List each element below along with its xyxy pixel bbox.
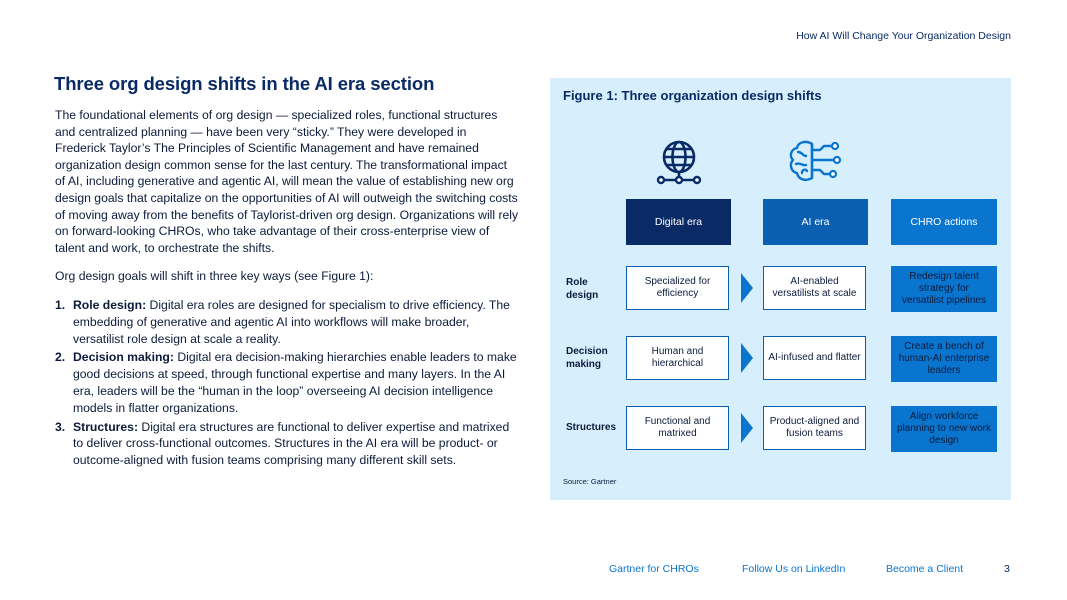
cell-action-role-design: Redesign talent strategy for versatilist pipelines bbox=[891, 266, 997, 312]
list-item: 2. Decision making: Digital era decision-making hierarchies enable leaders to make good decisions at speed, through functional expertise and many layers. In the AI era, leaders will be the “human in the loop” overseeing AI decision intelligence models in flatter organizations. bbox=[55, 350, 517, 415]
row-label-decision-making: Decision making bbox=[566, 346, 608, 370]
column-header-ai-era: AI era bbox=[763, 199, 868, 245]
column-header-digital-era: Digital era bbox=[626, 199, 731, 245]
globe-network-icon bbox=[654, 138, 704, 188]
cell-digital-role-design: Specialized for efficiency bbox=[626, 266, 729, 310]
goals-paragraph: Org design goals will shift in three key ways (see Figure 1): bbox=[55, 269, 374, 284]
cell-action-structures: Align workforce planning to new work design bbox=[891, 406, 997, 452]
page-number: 3 bbox=[1004, 563, 1010, 575]
footer-link-gartner-for-chros[interactable]: Gartner for CHROs bbox=[609, 563, 699, 575]
cell-digital-decision-making: Human and hierarchical bbox=[626, 336, 729, 380]
section-title: Three org design shifts in the AI era section bbox=[54, 73, 435, 94]
footer-link-become-client[interactable]: Become a Client bbox=[886, 563, 964, 575]
list-item: 1. Role design: Digital era roles are designed for specialism to drive efficiency. The embedding of generative and agentic AI into workflows will make broader, versatilist role design at scale a reality. bbox=[55, 297, 510, 346]
cell-ai-structures: Product-aligned and fusion teams bbox=[763, 406, 866, 450]
arrow-icon bbox=[741, 343, 753, 373]
cell-ai-decision-making: AI-infused and flatter bbox=[763, 336, 866, 380]
cell-ai-role-design: AI-enabled versatilists at scale bbox=[763, 266, 866, 310]
row-label-structures: Structures bbox=[566, 422, 617, 433]
shift-list bbox=[54, 297, 520, 469]
figure-source: Source: Gartner bbox=[563, 477, 617, 486]
intro-paragraph: The foundational elements of org design — specialized roles, functional structures and centralized planning — have been very “sticky.” They were developed in Frederick Taylor’s The Principles of Scientific Management and have remained organization design common sense for the last century. The transformational impact of AI, including generative and agentic AI, will mean the value of establishing new org design goals that capitalize on the opportunities of AI will outweigh the switching costs of moving away from the benefits of Taylorist-driven org design. Organizations will rely on forward-looking CHROs, who take advantage of their cross-enterprise view of talent and work, to orchestrate the shifts. bbox=[55, 108, 519, 255]
row-label-role-design: Role design bbox=[566, 277, 599, 301]
header-title: How AI Will Change Your Organization Design bbox=[796, 30, 1011, 42]
cell-digital-structures: Functional and matrixed bbox=[626, 406, 729, 450]
column-header-chro-actions: CHRO actions bbox=[891, 199, 997, 245]
footer-link-follow-linkedin[interactable]: Follow Us on LinkedIn bbox=[742, 563, 846, 575]
ai-brain-circuit-icon bbox=[788, 138, 842, 184]
figure-title: Figure 1: Three organization design shifts bbox=[563, 88, 822, 103]
cell-action-decision-making: Create a bench of human-AI enterprise leaders bbox=[891, 336, 997, 382]
arrow-icon bbox=[741, 273, 753, 303]
body-text-column bbox=[54, 73, 520, 471]
arrow-icon bbox=[741, 413, 753, 443]
figure-panel bbox=[550, 78, 1011, 500]
list-item: 3. Structures: Digital era structures are functional to deliver expertise and matrixed to deliver cross-functional outcomes. Structures in the AI era will be product- or outcome-aligned with fusion teams comprising many different skill sets. bbox=[55, 419, 510, 468]
